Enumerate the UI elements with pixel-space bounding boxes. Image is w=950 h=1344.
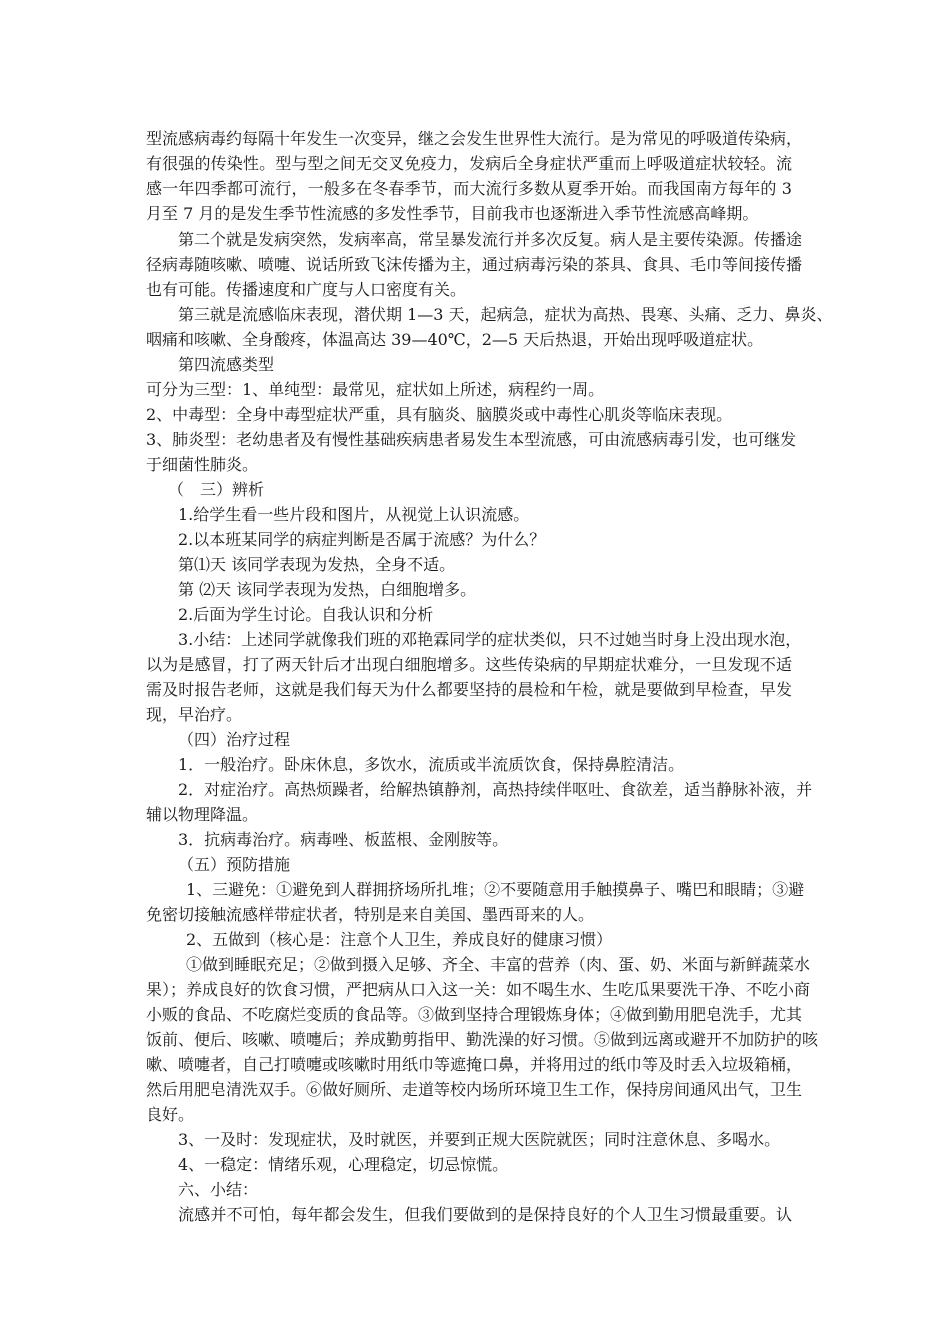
text-line: 1.给学生看一些片段和图片，从视觉上认识流感。 [178, 505, 530, 524]
text-line: 于细菌性肺炎。 [146, 455, 259, 474]
text-line: 3．抗病毒治疗。病毒唑、板蓝根、金刚胺等。 [178, 830, 509, 849]
text-line: 第四流感类型 [178, 355, 275, 374]
text-line: 1、三避免：①避免到人群拥挤场所扎堆；②不要随意用手触摸鼻子、嘴巴和眼睛；③避 [186, 880, 805, 899]
text-line: 2.以本班某同学的病症判断是否属于流感？为什么？ [178, 530, 546, 549]
text-line: 流感并不可怕，每年都会发生，但我们要做到的是保持良好的个人卫生习惯最重要。认 [178, 1205, 792, 1224]
text-line: 2．对症治疗。高热烦躁者，给解热镇静剂，高热持续伴呕吐、食欲差，适当静脉补液，并 [178, 780, 813, 799]
text-line: 以为是感冒，打了两天针后才出现白细胞增多。这些传染病的早期症状难分，一旦发现不适 [146, 655, 792, 674]
text-line: 可分为三型：1、单纯型：最常见，症状如上所述，病程约一周。 [146, 380, 605, 399]
text-line: 第二个就是发病突然，发病率高，常呈暴发流行并多次反复。病人是主要传染源。传播途 [178, 230, 803, 249]
text-line: ①做到睡眠充足；②做到摄入足够、齐全、丰富的营养（肉、蛋、奶、米面与新鲜蔬菜水 [186, 955, 811, 974]
text-line: 第三就是流感临床表现，潜伏期 1—3 天，起病急，症状为高热、畏寒、头痛、乏力、鼻炎、 [178, 305, 833, 324]
text-line: 也有可能。传播速度和广度与人口密度有关。 [146, 280, 467, 299]
text-line: 3、一及时：发现症状，及时就医，并要到正规大医院就医；同时注意休息、多喝水。 [178, 1130, 781, 1149]
text-line: 第 ⑵天 该同学表现为发热，白细胞增多。 [178, 580, 477, 599]
text-line: 径病毒随咳嗽、喷嚏、说话所致飞沫传播为主，通过病毒污染的茶具、食具、毛巾等间接传播 [146, 255, 803, 274]
text-line: 2、五做到（核心是：注意个人卫生，养成良好的健康习惯） [186, 930, 613, 949]
text-line: 3、肺炎型：老幼患者及有慢性基础疾病患者易发生本型流感，可由流感病毒引发，也可继发 [146, 430, 797, 449]
text-line: 辅以物理降温。 [146, 805, 259, 824]
text-line: 2、中毒型：全身中毒型症状严重，具有脑炎、脑膜炎或中毒性心肌炎等临床表现。 [146, 405, 733, 424]
text-line: 1．一般治疗。卧床休息，多饮水，流质或半流质饮食，保持鼻腔清洁。 [178, 755, 685, 774]
text-line: 小贩的食品、不吃腐烂变质的食品等。③做到坚持合理锻炼身体；④做到勤用肥皂洗手，尤其 [146, 1005, 803, 1024]
text-line: 感一年四季都可流行，一般多在冬春季节，而大流行多数从夏季开始。而我国南方每年的 3 [146, 179, 792, 198]
text-line: 月至 7 月的是发生季节性流感的多发性季节，目前我市也逐渐进入季节性流感高峰期。 [146, 204, 759, 223]
text-line: 4、一稳定：情绪乐观，心理稳定，切忌惊慌。 [178, 1155, 509, 1174]
text-line: 嗽、喷嚏者，自己打喷嚏或咳嗽时用纸巾等遮掩口鼻，并将用过的纸巾等及时丢入垃圾箱桶， [146, 1055, 803, 1074]
text-line: 3.小结：上述同学就像我们班的邓艳霖同学的症状类似，只不过她当时身上没出现水泡， [178, 630, 802, 649]
text-line: 然后用肥皂清洗双手。⑥做好厕所、走道等校内场所环境卫生工作，保持房间通风出气，卫生 [146, 1080, 803, 1099]
text-line: 需及时报告老师，这就是我们每天为什么都要坚持的晨检和午检，就是要做到早检查，早发 [146, 680, 792, 699]
text-line: 免密切接触流感样带症状者，特别是来自美国、墨西哥来的人。 [146, 905, 595, 924]
text-line: 饭前、便后、咳嗽、喷嚏后；养成勤剪指甲、勤洗澡的好习惯。⑤做到远离或避开不加防护的咳 [146, 1030, 819, 1049]
text-line: 有很强的传染性。型与型之间无交叉免疫力，发病后全身症状严重而上呼吸道症状较轻。流 [146, 154, 792, 173]
text-line: 型流感病毒约每隔十年发生一次变异，继之会发生世界性大流行。是为常见的呼吸道传染病， [146, 129, 803, 148]
text-line: （五）预防措施 [178, 855, 291, 874]
text-line: （四）治疗过程 [178, 730, 291, 749]
text-line: （ 三）辨析 [168, 480, 265, 499]
text-line: 2.后面为学生讨论。自我认识和分析 [178, 605, 434, 624]
text-line: 果）；养成良好的饮食习惯，严把病从口入这一关：如不喝生水、生吃瓜果要洗干净、不吃小商 [146, 980, 811, 999]
text-line: 六、小结： [178, 1180, 259, 1199]
text-line: 第⑴天 该同学表现为发热，全身不适。 [178, 555, 456, 574]
text-line: 咽痛和咳嗽、全身酸疼，体温高达 39—40℃，2—5 天后热退，开始出现呼吸道症状。 [146, 330, 764, 349]
text-line: 良好。 [146, 1105, 195, 1124]
text-line: 现，早治疗。 [146, 705, 243, 724]
